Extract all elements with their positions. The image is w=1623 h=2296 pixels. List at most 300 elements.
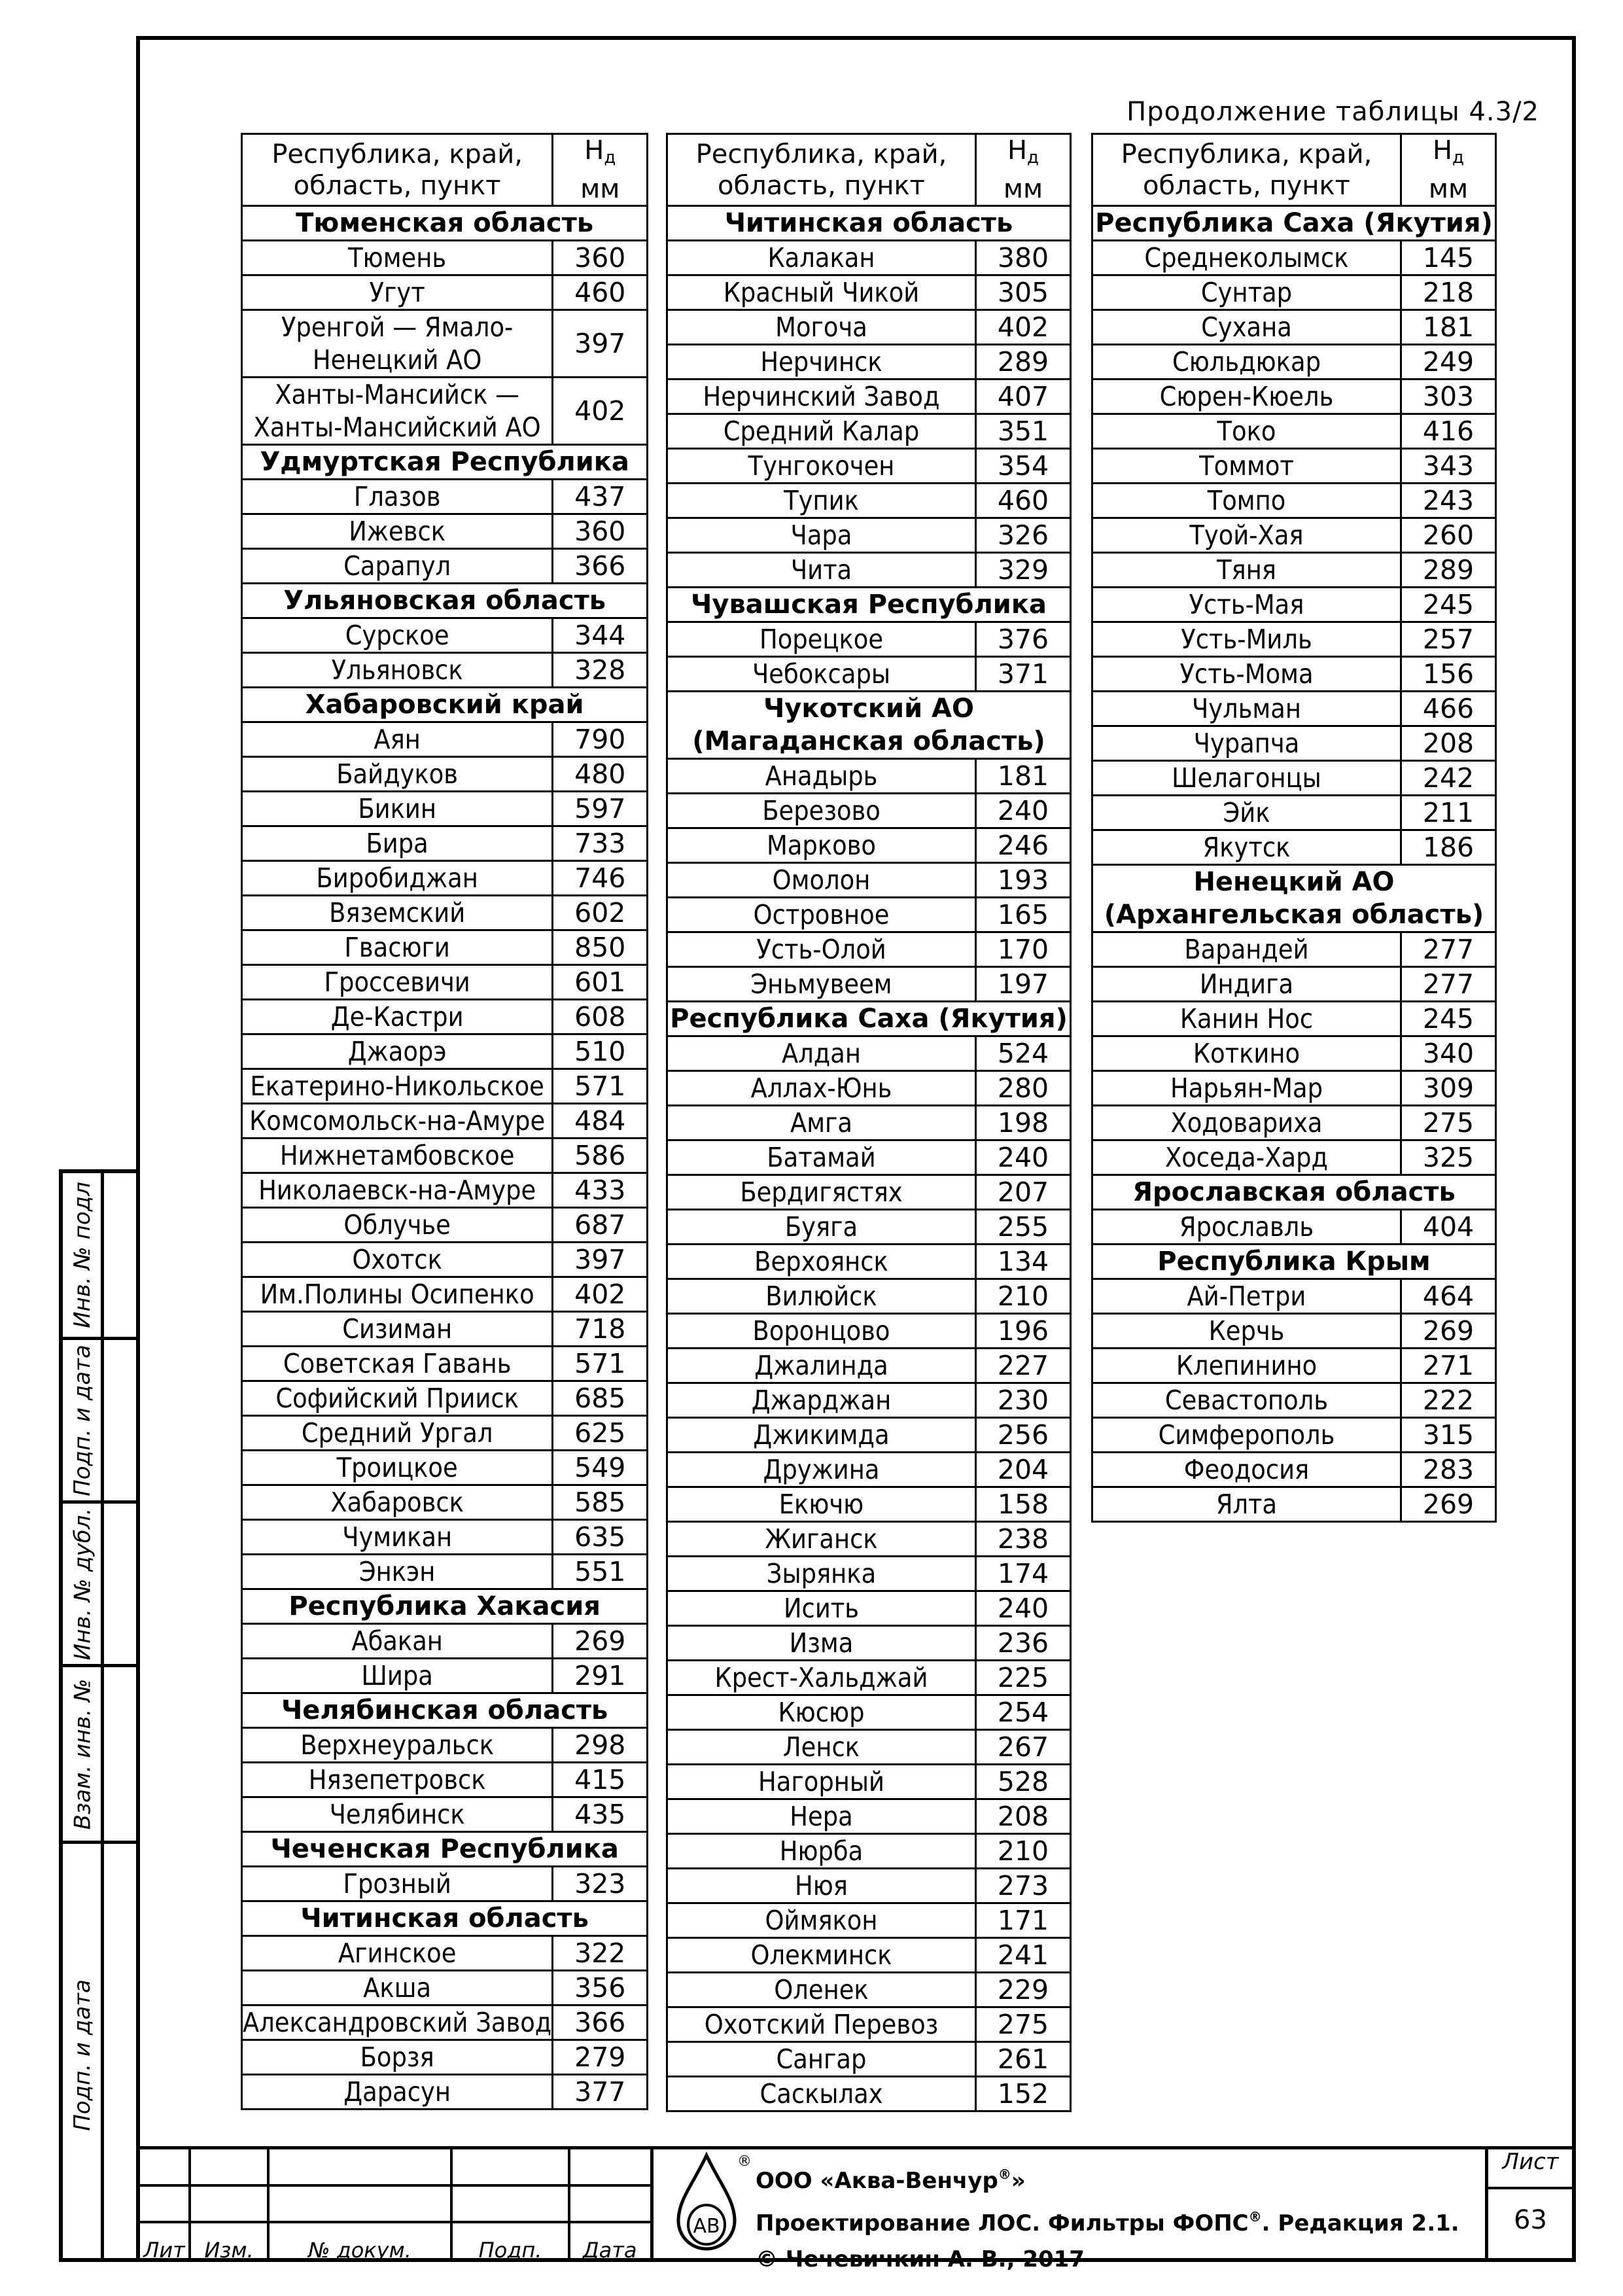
section-title: Челябинская область — [242, 1693, 648, 1728]
table-row — [667, 2007, 1071, 2042]
value-cell: 366 — [553, 2005, 648, 2040]
table-header-row — [667, 134, 1071, 206]
table-row — [242, 930, 648, 965]
value-cell: 249 — [1401, 345, 1496, 380]
section-title: Ульяновская область — [242, 584, 648, 618]
logo-text: АВ — [693, 2215, 720, 2238]
copyright: © Чечевичкин А. В., 2017 — [756, 2246, 1085, 2272]
location-name: Чебоксары — [667, 657, 976, 692]
location-name: Анадырь — [667, 759, 976, 794]
location-name: Джалинда — [667, 1349, 976, 1383]
location-name: Сангар — [667, 2042, 976, 2077]
table-row — [242, 1243, 648, 1277]
section-title: Тюменская область — [242, 206, 648, 241]
value-cell: 460 — [553, 275, 648, 310]
location-name: Хоседа-Хард — [1092, 1140, 1401, 1175]
table-row — [242, 1728, 648, 1763]
table-row — [242, 1381, 648, 1416]
table-row — [667, 310, 1071, 345]
table-row — [242, 378, 648, 445]
value-cell: 746 — [553, 861, 648, 896]
location-name: Ленск — [667, 1730, 976, 1765]
value-cell: 344 — [553, 618, 648, 653]
value-cell: 360 — [553, 514, 648, 549]
value-cell: 269 — [553, 1624, 648, 1659]
location-name: Порецкое — [667, 622, 976, 657]
table-row — [242, 1312, 648, 1347]
location-name: Глазов — [242, 480, 553, 514]
table-row — [242, 722, 648, 757]
location-name: Джаорэ — [242, 1034, 553, 1069]
location-name: Севастополь — [1092, 1383, 1401, 1418]
table-row — [667, 759, 1071, 794]
location-name: Симферополь — [1092, 1418, 1401, 1453]
table-row — [242, 480, 648, 514]
side-strip-label: Инв. № подл — [69, 1182, 96, 1328]
organization-info — [756, 2157, 1459, 2278]
table-row — [242, 1555, 648, 1589]
location-name: Энкэн — [242, 1555, 553, 1589]
location-name: Тупик — [667, 484, 976, 518]
table-row — [1092, 588, 1496, 622]
table-row — [242, 792, 648, 826]
table-row — [667, 380, 1071, 414]
location-name: Нера — [667, 1799, 976, 1834]
value-cell: 242 — [1401, 761, 1496, 796]
value-cell: 245 — [1401, 1002, 1496, 1036]
value-cell: 309 — [1401, 1071, 1496, 1106]
value-cell: 510 — [553, 1034, 648, 1069]
table-row — [667, 1210, 1071, 1245]
location-name: Ярославль — [1092, 1210, 1401, 1245]
location-name: Ходовариха — [1092, 1106, 1401, 1140]
location-name: Жиганск — [667, 1522, 976, 1557]
table-row — [242, 1659, 648, 1693]
organization-name: ООО «Аква-Венчур®» — [756, 2166, 1026, 2194]
value-cell: 433 — [553, 1173, 648, 1208]
location-name: Ялта — [1092, 1487, 1401, 1522]
side-strip-cell — [63, 1504, 140, 1667]
data-table — [1091, 133, 1497, 1523]
location-name: Омолон — [667, 863, 976, 898]
table-row — [667, 518, 1071, 553]
table-row — [667, 345, 1071, 380]
table-row — [1092, 1418, 1496, 1453]
side-stamp-strip — [59, 1169, 140, 2262]
table-row — [1092, 553, 1496, 588]
sheet-number: 63 — [1514, 2205, 1547, 2235]
table-row — [667, 863, 1071, 898]
table-row — [667, 241, 1071, 275]
side-strip-cell — [63, 1173, 140, 1340]
location-name: Среднеколымск — [1092, 241, 1401, 275]
table-row — [667, 1314, 1071, 1349]
value-cell: 718 — [553, 1312, 648, 1347]
section-title: Республика Крым — [1092, 1245, 1496, 1279]
location-name: Грозный — [242, 1867, 553, 1901]
value-cell: 435 — [553, 1797, 648, 1832]
value-cell: 280 — [976, 1071, 1071, 1106]
table-row — [667, 414, 1071, 449]
location-name: Березово — [667, 794, 976, 828]
location-name: Оймякон — [667, 1903, 976, 1938]
table-row — [1092, 345, 1496, 380]
value-cell: 236 — [976, 1626, 1071, 1661]
value-cell: 416 — [1401, 414, 1496, 449]
table-row — [242, 1000, 648, 1034]
value-cell: 343 — [1401, 449, 1496, 484]
value-cell: 356 — [553, 1971, 648, 2005]
table-row — [667, 1765, 1071, 1799]
value-cell: 193 — [976, 863, 1071, 898]
table-row — [1092, 1453, 1496, 1487]
location-name: Марково — [667, 828, 976, 863]
location-name: Островное — [667, 898, 976, 932]
value-cell: 601 — [553, 965, 648, 1000]
value-cell: 145 — [1401, 241, 1496, 275]
table-row — [1092, 449, 1496, 484]
location-name: Кюсюр — [667, 1695, 976, 1730]
location-name: Джикимда — [667, 1418, 976, 1453]
location-name: Томпо — [1092, 484, 1401, 518]
table-row — [667, 1453, 1071, 1487]
value-cell: 571 — [553, 1069, 648, 1104]
location-name: Вилюйск — [667, 1279, 976, 1314]
value-cell: 305 — [976, 275, 1071, 310]
table-row — [242, 1034, 648, 1069]
table-row — [242, 618, 648, 653]
header-name: Республика, край, область, пункт — [667, 134, 976, 206]
table-row — [242, 1173, 648, 1208]
value-cell: 402 — [976, 310, 1071, 345]
table-row — [1092, 1279, 1496, 1314]
table-row — [242, 310, 648, 378]
table-row — [242, 1763, 648, 1797]
value-cell: 484 — [553, 1104, 648, 1139]
table-row — [242, 1208, 648, 1243]
table-row — [667, 1279, 1071, 1314]
section-title: Чувашская Республика — [667, 588, 1071, 622]
table-header-row — [1092, 134, 1496, 206]
table-row — [667, 1869, 1071, 1903]
table-row — [242, 965, 648, 1000]
value-cell: 571 — [553, 1347, 648, 1381]
location-name: Калакан — [667, 241, 976, 275]
value-cell: 277 — [1401, 932, 1496, 967]
table-row — [242, 1520, 648, 1555]
location-name: Буяга — [667, 1210, 976, 1245]
table-row — [1092, 484, 1496, 518]
value-cell: 289 — [976, 345, 1071, 380]
table-row — [242, 757, 648, 792]
location-name: Красный Чикой — [667, 275, 976, 310]
value-cell: 325 — [1401, 1140, 1496, 1175]
table-row — [242, 1867, 648, 1901]
side-strip-label: Подп. и дата — [69, 1344, 96, 1496]
value-cell: 524 — [976, 1036, 1071, 1071]
table-row — [242, 826, 648, 861]
location-name: Аян — [242, 722, 553, 757]
table-row — [667, 657, 1071, 692]
table-row — [242, 1139, 648, 1173]
table-row — [667, 932, 1071, 967]
value-cell: 328 — [553, 653, 648, 688]
value-cell: 210 — [976, 1279, 1071, 1314]
table-row — [1092, 796, 1496, 830]
value-cell: 283 — [1401, 1453, 1496, 1487]
value-cell: 269 — [1401, 1487, 1496, 1522]
value-cell: 585 — [553, 1485, 648, 1520]
location-name: Вяземский — [242, 896, 553, 930]
data-table — [666, 133, 1072, 2112]
location-name: Софийский Прииск — [242, 1381, 553, 1416]
location-name: Хабаровск — [242, 1485, 553, 1520]
value-cell: 165 — [976, 898, 1071, 932]
side-strip-cell — [63, 1340, 140, 1504]
location-name: Воронцово — [667, 1314, 976, 1349]
location-name: Верхнеуральск — [242, 1728, 553, 1763]
section-row — [667, 1002, 1071, 1036]
table-row — [1092, 761, 1496, 796]
table-row — [667, 1661, 1071, 1695]
value-cell: 240 — [976, 794, 1071, 828]
location-name: Крест-Хальджай — [667, 1661, 976, 1695]
location-name: Олекминск — [667, 1938, 976, 1973]
table-row — [667, 1557, 1071, 1591]
location-name: Троицкое — [242, 1451, 553, 1485]
value-cell: 181 — [1401, 310, 1496, 345]
location-name: Тюмень — [242, 241, 553, 275]
value-cell: 267 — [976, 1730, 1071, 1765]
value-cell: 152 — [976, 2077, 1071, 2111]
location-name: Бикин — [242, 792, 553, 826]
table-row — [242, 861, 648, 896]
section-row — [1092, 865, 1496, 932]
table-row — [667, 1349, 1071, 1383]
location-name: Варандей — [1092, 932, 1401, 967]
section-row — [667, 206, 1071, 241]
location-name: Тунгокочен — [667, 449, 976, 484]
location-name: Сарапул — [242, 549, 553, 584]
table-row — [667, 275, 1071, 310]
section-row — [1092, 206, 1496, 241]
value-cell: 402 — [553, 378, 648, 445]
location-name: Ханты-Мансийск — Ханты-Мансийский АО — [242, 378, 553, 445]
table-row — [667, 1938, 1071, 1973]
value-cell: 685 — [553, 1381, 648, 1416]
table-row — [667, 1487, 1071, 1522]
location-name: Нарьян-Мар — [1092, 1071, 1401, 1106]
value-cell: 207 — [976, 1175, 1071, 1210]
value-cell: 480 — [553, 757, 648, 792]
value-cell: 204 — [976, 1453, 1071, 1487]
location-name: Нерчинск — [667, 345, 976, 380]
table-row — [1092, 1002, 1496, 1036]
location-name: Борзя — [242, 2040, 553, 2075]
value-cell: 230 — [976, 1383, 1071, 1418]
table-row — [667, 2077, 1071, 2111]
value-cell: 460 — [976, 484, 1071, 518]
location-name: Угут — [242, 275, 553, 310]
table-row — [242, 1451, 648, 1485]
value-cell: 315 — [1401, 1418, 1496, 1453]
table-row — [667, 1695, 1071, 1730]
table-row — [667, 1036, 1071, 1071]
value-cell: 277 — [1401, 967, 1496, 1002]
location-name: Нагорный — [667, 1765, 976, 1799]
header-name: Республика, край, область, пункт — [1092, 134, 1401, 206]
value-cell: 225 — [976, 1661, 1071, 1695]
location-name: Исить — [667, 1591, 976, 1626]
table-row — [667, 1522, 1071, 1557]
location-name: Нижнетамбовское — [242, 1139, 553, 1173]
section-row — [242, 1832, 648, 1867]
section-title: Ярославская область — [1092, 1175, 1496, 1210]
table-row — [242, 1624, 648, 1659]
value-cell: 329 — [976, 553, 1071, 588]
value-cell: 218 — [1401, 275, 1496, 310]
location-name: Бердигястях — [667, 1175, 976, 1210]
value-cell: 360 — [553, 241, 648, 275]
location-name: Советская Гавань — [242, 1347, 553, 1381]
location-name: Усть-Мома — [1092, 657, 1401, 692]
value-cell: 222 — [1401, 1383, 1496, 1418]
section-row — [242, 688, 648, 722]
table-row — [242, 1971, 648, 2005]
value-cell: 466 — [1401, 692, 1496, 726]
value-cell: 174 — [976, 1557, 1071, 1591]
location-name: Якутск — [1092, 830, 1401, 865]
location-name: Нюя — [667, 1869, 976, 1903]
label-izm: Изм. — [204, 2238, 254, 2263]
table-row — [242, 1069, 648, 1104]
table-row — [242, 1347, 648, 1381]
location-name: Эйк — [1092, 796, 1401, 830]
table-row — [1092, 1106, 1496, 1140]
location-name: Эньмувеем — [667, 967, 976, 1002]
value-cell: 377 — [553, 2075, 648, 2110]
table-row — [242, 1416, 648, 1451]
value-cell: 273 — [976, 1869, 1071, 1903]
table-row — [1092, 1140, 1496, 1175]
side-strip-cell — [63, 1667, 140, 1844]
location-name: Токо — [1092, 414, 1401, 449]
section-title: Республика Хакасия — [242, 1589, 648, 1624]
section-row — [242, 1693, 648, 1728]
location-name: Охотск — [242, 1243, 553, 1277]
table-row — [667, 484, 1071, 518]
table-row — [667, 967, 1071, 1002]
table-row — [667, 1175, 1071, 1210]
table-row — [1092, 726, 1496, 761]
value-cell: 170 — [976, 932, 1071, 967]
value-cell: 254 — [976, 1695, 1071, 1730]
location-name: Челябинск — [242, 1797, 553, 1832]
location-name: Гвасюги — [242, 930, 553, 965]
value-cell: 211 — [1401, 796, 1496, 830]
location-name: Дружина — [667, 1453, 976, 1487]
location-name: Гроссевичи — [242, 965, 553, 1000]
value-cell: 240 — [976, 1140, 1071, 1175]
location-name: Сюльдюкар — [1092, 345, 1401, 380]
table-row — [1092, 657, 1496, 692]
location-name: Де-Кастри — [242, 1000, 553, 1034]
location-name: Амга — [667, 1106, 976, 1140]
table-row — [667, 1071, 1071, 1106]
value-cell: 196 — [976, 1314, 1071, 1349]
value-cell: 551 — [553, 1555, 648, 1589]
location-name: Сизиман — [242, 1312, 553, 1347]
table-column-1 — [241, 133, 648, 2110]
table-row — [1092, 241, 1496, 275]
table-row — [242, 241, 648, 275]
value-cell: 227 — [976, 1349, 1071, 1383]
value-cell: 850 — [553, 930, 648, 965]
table-row — [1092, 967, 1496, 1002]
header-name: Республика, край, область, пункт — [242, 134, 553, 206]
section-row — [667, 692, 1071, 759]
side-strip-label: Взам. инв. № — [69, 1678, 96, 1829]
location-name: Оленек — [667, 1973, 976, 2007]
location-name: Чумикан — [242, 1520, 553, 1555]
location-name: Чара — [667, 518, 976, 553]
value-cell: 549 — [553, 1451, 648, 1485]
table-row — [667, 794, 1071, 828]
value-cell: 245 — [1401, 588, 1496, 622]
label-lit: Лит — [143, 2238, 185, 2263]
value-cell: 271 — [1401, 1349, 1496, 1383]
table-row — [242, 275, 648, 310]
table-row — [667, 1140, 1071, 1175]
location-name: Им.Полины Осипенко — [242, 1277, 553, 1312]
location-name: Саскылах — [667, 2077, 976, 2111]
section-row — [1092, 1175, 1496, 1210]
value-cell: 240 — [976, 1591, 1071, 1626]
location-name: Томмот — [1092, 449, 1401, 484]
value-cell: 635 — [553, 1520, 648, 1555]
location-name: Средний Ургал — [242, 1416, 553, 1451]
location-name: Верхоянск — [667, 1245, 976, 1279]
location-name: Бира — [242, 826, 553, 861]
value-cell: 210 — [976, 1834, 1071, 1869]
location-name: Индига — [1092, 967, 1401, 1002]
value-cell: 291 — [553, 1659, 648, 1693]
value-cell: 275 — [976, 2007, 1071, 2042]
table-row — [242, 1797, 648, 1832]
section-title: Чукотский АО (Магаданская область) — [667, 692, 1071, 759]
table-row — [1092, 380, 1496, 414]
table-row — [1092, 275, 1496, 310]
table-row — [242, 514, 648, 549]
location-name: Ульяновск — [242, 653, 553, 688]
value-cell: 241 — [976, 1938, 1071, 1973]
value-cell: 269 — [1401, 1314, 1496, 1349]
value-cell: 397 — [553, 1243, 648, 1277]
value-cell: 602 — [553, 896, 648, 930]
location-name: Дарасун — [242, 2075, 553, 2110]
value-cell: 275 — [1401, 1106, 1496, 1140]
location-name: Акша — [242, 1971, 553, 2005]
value-cell: 260 — [1401, 518, 1496, 553]
section-row — [242, 445, 648, 480]
value-cell: 289 — [1401, 553, 1496, 588]
section-title: Хабаровский край — [242, 688, 648, 722]
table-row — [667, 1903, 1071, 1938]
value-cell: 261 — [976, 2042, 1071, 2077]
value-cell: 437 — [553, 480, 648, 514]
location-name: Тяня — [1092, 553, 1401, 588]
table-row — [1092, 1349, 1496, 1383]
